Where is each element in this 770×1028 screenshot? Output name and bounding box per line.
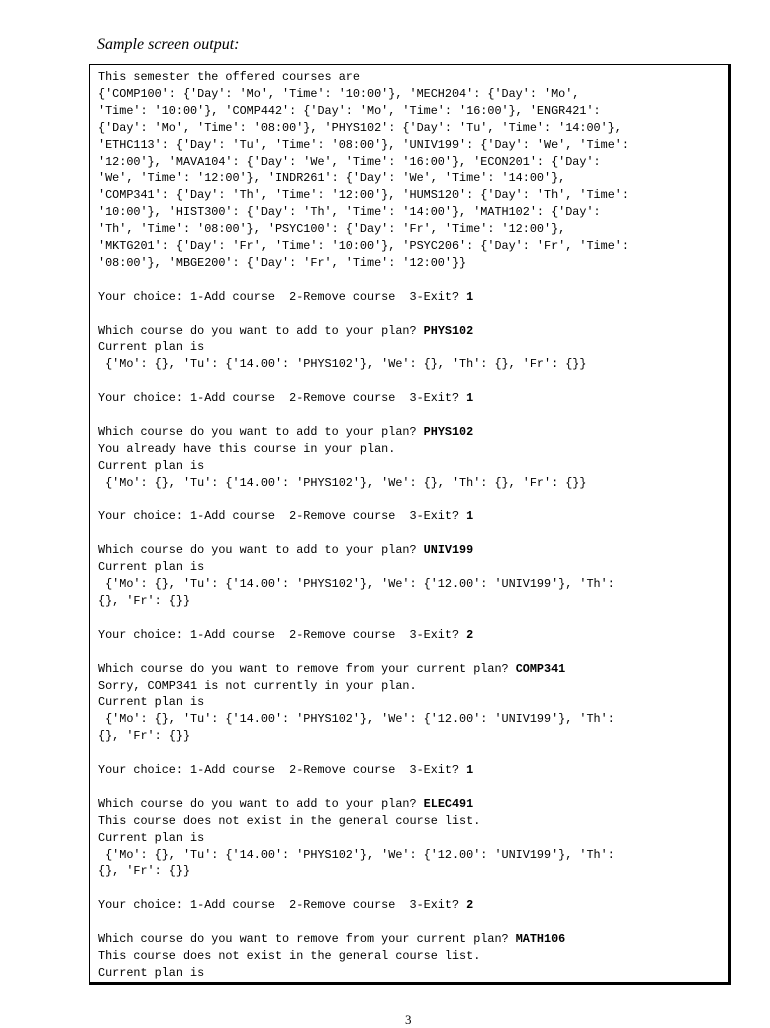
console-output-text: 'ETHC113': {'Day': 'Tu', 'Time': '08:00'}, 'UNIV199': {'Day': 'We', 'Time': — [98, 137, 629, 152]
user-input-text: PHYS102 — [423, 424, 474, 439]
console-line — [98, 576, 728, 593]
console-line — [98, 120, 728, 137]
console-line — [98, 542, 728, 559]
console-line — [98, 475, 728, 492]
console-output-text: '12:00'}, 'MAVA104': {'Day': 'We', 'Time': '16:00'}, 'ECON201': {'Day': — [98, 154, 601, 169]
console-line — [98, 407, 728, 424]
console-output-text: {}, 'Fr': {}} — [98, 729, 191, 744]
console-line — [98, 289, 728, 306]
console-output-text: You already have this course in your plan. — [98, 441, 396, 456]
user-input-text: 1 — [466, 763, 474, 778]
console-output-text: Current plan is — [98, 560, 205, 575]
console-output-text: 'Th', 'Time': '08:00'}, 'PSYC100': {'Day': 'Fr', 'Time': '12:00'}, — [98, 222, 566, 237]
console-output-box — [89, 64, 731, 985]
console-line — [98, 306, 728, 323]
console-line — [98, 779, 728, 796]
console-line — [98, 373, 728, 390]
console-output-text: 'Time': '10:00'}, 'COMP442': {'Day': 'Mo', 'Time': '16:00'}, 'ENGR421': — [98, 103, 601, 118]
console-line — [98, 323, 728, 340]
console-line — [98, 661, 728, 678]
console-line — [98, 272, 728, 289]
user-input-text: MATH106 — [515, 932, 566, 947]
user-input-text: 1 — [466, 391, 474, 406]
console-output-text: 'We', 'Time': '12:00'}, 'INDR261': {'Day': 'We', 'Time': '14:00'}, — [98, 171, 566, 186]
console-line — [98, 897, 728, 914]
console-output-text: Which course do you want to remove from your current plan? — [98, 932, 516, 947]
console-line — [98, 965, 728, 982]
console-output-text: This course does not exist in the general course list. — [98, 813, 481, 828]
console-line — [98, 948, 728, 965]
console-output-text: Current plan is — [98, 695, 205, 710]
console-output-text: 'COMP341': {'Day': 'Th', 'Time': '12:00'}, 'HUMS120': {'Day': 'Th', 'Time': — [98, 188, 629, 203]
user-input-text: 1 — [466, 509, 474, 524]
console-output-text: '10:00'}, 'HIST300': {'Day': 'Th', 'Time': '14:00'}, 'MATH102': {'Day': — [98, 205, 601, 220]
console-output-text: {'Mo': {}, 'Tu': {'14.00': 'PHYS102'}, 'We': {'12.00': 'UNIV199'}, 'Th': — [98, 847, 615, 862]
sample-output-caption: Sample screen output: — [97, 36, 240, 53]
console-output-text: Your choice: 1-Add course 2-Remove course 3-Exit? — [98, 391, 467, 406]
console-output-text: Which course do you want to add to your plan? — [98, 543, 424, 558]
console-line — [98, 390, 728, 407]
console-line — [98, 525, 728, 542]
console-line — [98, 745, 728, 762]
console-output-text: Your choice: 1-Add course 2-Remove course 3-Exit? — [98, 289, 467, 304]
console-line — [98, 339, 728, 356]
console-line — [98, 255, 728, 272]
console-output-text: Which course do you want to add to your plan? — [98, 424, 424, 439]
console-line — [98, 424, 728, 441]
console-line — [98, 627, 728, 644]
console-line — [98, 678, 728, 695]
console-line — [98, 204, 728, 221]
console-line — [98, 69, 728, 86]
user-input-text: 1 — [466, 289, 474, 304]
console-line — [98, 86, 728, 103]
console-line — [98, 170, 728, 187]
console-line — [98, 880, 728, 897]
console-output-text: {'Mo': {}, 'Tu': {'14.00': 'PHYS102'}, 'We': {}, 'Th': {}, 'Fr': {}} — [98, 475, 587, 490]
console-output-text: {'Mo': {}, 'Tu': {'14.00': 'PHYS102'}, 'We': {'12.00': 'UNIV199'}, 'Th': — [98, 577, 615, 592]
console-line — [98, 492, 728, 509]
console-line — [98, 796, 728, 813]
console-line — [98, 711, 728, 728]
console-line — [98, 728, 728, 745]
console-output-text: Which course do you want to add to your plan? — [98, 796, 424, 811]
console-line — [98, 458, 728, 475]
user-input-text: COMP341 — [515, 661, 566, 676]
user-input-text: UNIV199 — [423, 543, 474, 558]
console-output-text: Current plan is — [98, 830, 205, 845]
user-input-text: 2 — [466, 627, 474, 642]
console-output-text: {'Mo': {}, 'Tu': {'14.00': 'PHYS102'}, 'We': {'12.00': 'UNIV199'}, 'Th': — [98, 712, 615, 727]
console-output-text: 'MKTG201': {'Day': 'Fr', 'Time': '10:00'}, 'PSYC206': {'Day': 'Fr', 'Time': — [98, 239, 629, 254]
console-line — [98, 238, 728, 255]
console-line — [98, 508, 728, 525]
console-line — [98, 931, 728, 948]
console-output-text: Your choice: 1-Add course 2-Remove course 3-Exit? — [98, 898, 467, 913]
console-output-text: Current plan is — [98, 340, 205, 355]
user-input-text: ELEC491 — [423, 796, 474, 811]
console-line — [98, 356, 728, 373]
console-output-text: '08:00'}, 'MBGE200': {'Day': 'Fr', 'Time': '12:00'}} — [98, 255, 467, 270]
console-line — [98, 187, 728, 204]
console-line — [98, 154, 728, 171]
console-line — [98, 830, 728, 847]
console-line — [98, 610, 728, 627]
console-line — [98, 813, 728, 830]
console-output-text: Which course do you want to remove from your current plan? — [98, 661, 516, 676]
console-line — [98, 559, 728, 576]
console-output-text: This course does not exist in the general course list. — [98, 948, 481, 963]
console-line — [98, 221, 728, 238]
console-output-text: This semester the offered courses are — [98, 70, 360, 84]
console-output-text: Your choice: 1-Add course 2-Remove course 3-Exit? — [98, 509, 467, 524]
console-output-text: {}, 'Fr': {}} — [98, 864, 191, 879]
console-line — [98, 137, 728, 154]
console-output-text: {}, 'Fr': {}} — [98, 594, 191, 608]
console-output-text: Your choice: 1-Add course 2-Remove course 3-Exit? — [98, 763, 467, 778]
console-line — [98, 847, 728, 864]
console-line — [98, 762, 728, 779]
page-number: 3 — [405, 1012, 412, 1027]
console-line — [98, 914, 728, 931]
console-output-text: {'Mo': {}, 'Tu': {'14.00': 'PHYS102'}, 'We': {}, 'Th': {}, 'Fr': {}} — [98, 357, 587, 372]
console-output-text: {'COMP100': {'Day': 'Mo', 'Time': '10:00'}, 'MECH204': {'Day': 'Mo', — [98, 86, 580, 101]
user-input-text: PHYS102 — [423, 323, 474, 338]
console-line — [98, 593, 728, 610]
console-line — [98, 863, 728, 880]
console-line — [98, 644, 728, 661]
console-output-text: Which course do you want to add to your plan? — [98, 323, 424, 338]
console-line — [98, 441, 728, 458]
console-output-text: Current plan is — [98, 965, 205, 980]
console-line — [98, 103, 728, 120]
user-input-text: 2 — [466, 898, 474, 913]
console-output-text: Sorry, COMP341 is not currently in your plan. — [98, 678, 417, 693]
console-output-text: {'Day': 'Mo', 'Time': '08:00'}, 'PHYS102': {'Day': 'Tu', 'Time': '14:00'}, — [98, 120, 622, 135]
console-output-text: Current plan is — [98, 458, 205, 473]
console-line — [98, 694, 728, 711]
console-output-text: Your choice: 1-Add course 2-Remove course 3-Exit? — [98, 627, 467, 642]
